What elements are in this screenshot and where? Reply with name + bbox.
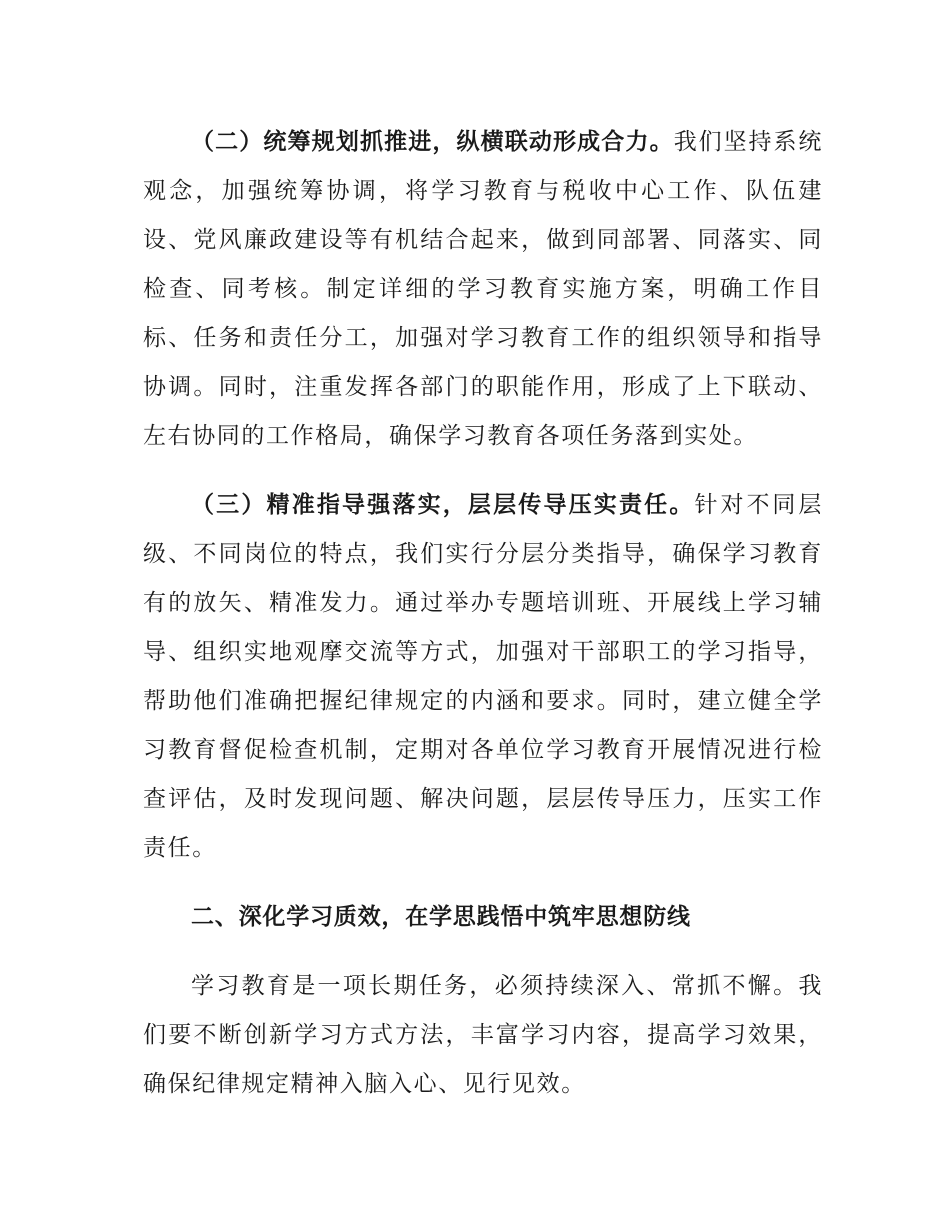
section-3-body: 针对不同层级、不同岗位的特点，我们实行分层分类指导，确保学习教育有的放矢、精准发力。通过举办专题培训班、开展线上学习辅导、组织实地观摩交流等方式，加强对干部职工的学习指导，帮助他们准确把握纪律规定的内涵和要求。同时，建立健全学习教育督促检查机制，定期对各单位学习教育开展情况进行检查评估，及时发现问题、解决问题，层层传导压力，压实工作责任。 bbox=[143, 492, 823, 861]
section-heading: 二、深化学习质效，在学思践悟中筑牢思想防线 bbox=[191, 904, 691, 930]
document-page bbox=[143, 118, 823, 1129]
paragraph-section-2 bbox=[143, 118, 823, 461]
section-2-body: 我们坚持系统观念，加强统筹协调，将学习教育与税收中心工作、队伍建设、党风廉政建设等有机结合起来，做到同部署、同落实、同检查、同考核。制定详细的学习教育实施方案，明确工作目标、任务和责任分工，加强对学习教育工作的组织领导和指导协调。同时，注重发挥各部门的职能作用，形成了上下联动、左右协同的工作格局，确保学习教育各项任务落到实处。 bbox=[143, 129, 823, 449]
paragraph-closing: 学习教育是一项长期任务，必须持续深入、常抓不懈。我们要不断创新学习方式方法，丰富学习内容，提高学习效果，确保纪律规定精神入脑入心、见行见效。 bbox=[143, 973, 823, 1097]
section-2-lead: （二）统筹规划抓推进，纵横联动形成合力。 bbox=[191, 129, 674, 155]
paragraph-section-3 bbox=[143, 481, 823, 873]
section-3-lead: （三）精准指导强落实，层层传导压实责任。 bbox=[191, 492, 695, 518]
